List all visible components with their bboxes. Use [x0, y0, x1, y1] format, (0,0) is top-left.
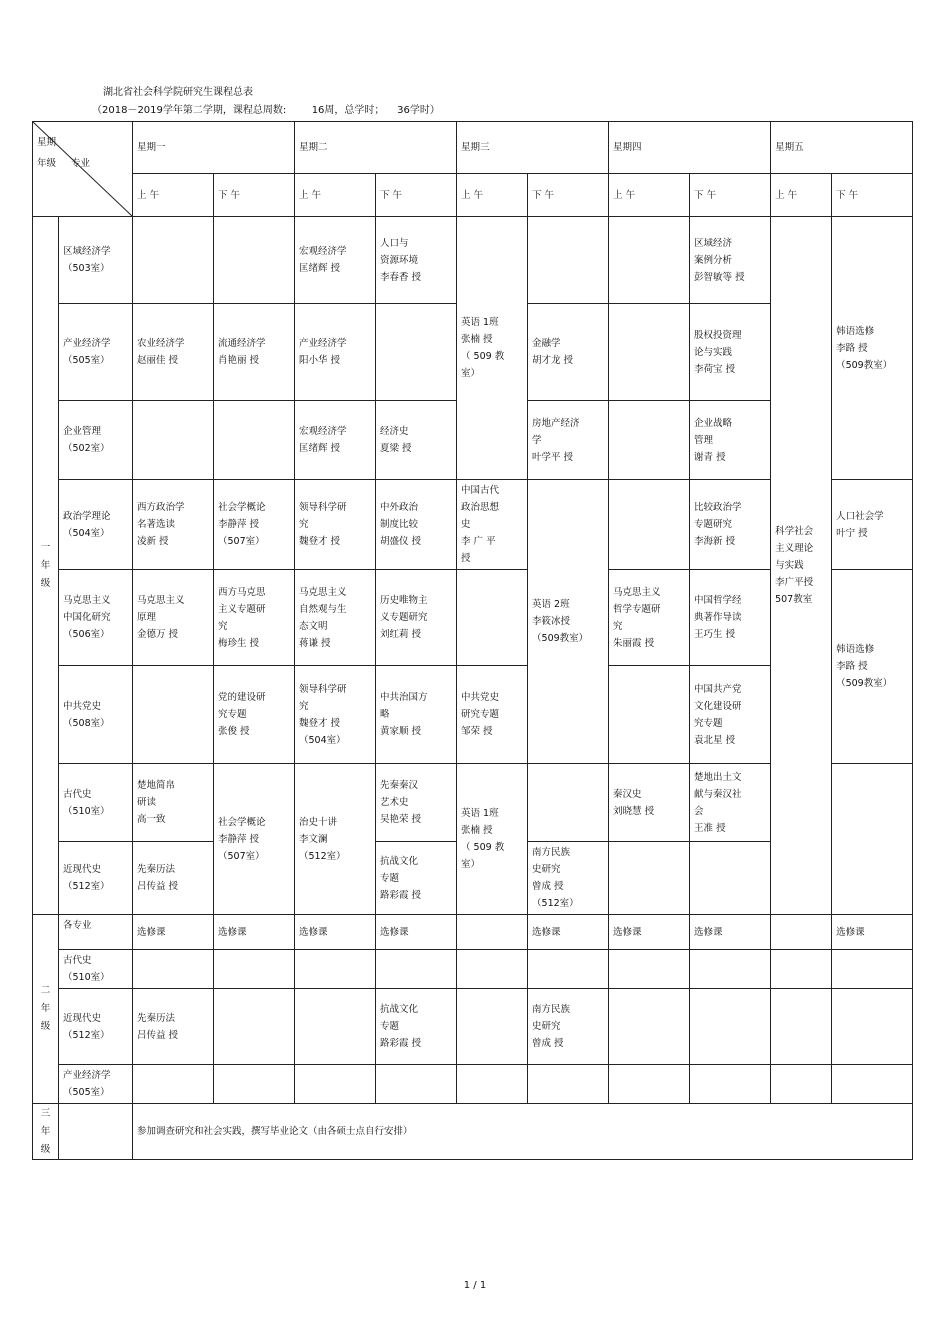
course-cell: 中共治国方 略 黄家顺 授 [376, 666, 457, 764]
elective-cell: 选修课 [528, 915, 609, 950]
schedule-table [32, 121, 913, 1160]
course-cell: 英语 1班 张楠 授 （ 509 教 室） [457, 764, 528, 915]
course-cell [133, 217, 214, 304]
course-cell [133, 950, 214, 989]
course-cell: 韩语选修 李路 授 （509教室） [832, 217, 913, 480]
course-cell [133, 401, 214, 480]
course-cell: 区域经济 案例分析 彭智敏等 授 [690, 217, 771, 304]
row-major: 古代史 （510室） [59, 764, 133, 842]
course-cell [771, 989, 832, 1065]
course-cell [690, 989, 771, 1065]
grade-3-label: 三 年 级 [33, 1104, 59, 1160]
course-cell [609, 304, 690, 401]
course-cell [457, 570, 528, 666]
course-cell [457, 989, 528, 1065]
weekday-label: 星期 [37, 137, 57, 148]
course-cell [214, 989, 295, 1065]
course-cell: 抗战文化 专题 路彩霞 授 [376, 842, 457, 915]
course-cell: 马克思主义 原理 金德万 授 [133, 570, 214, 666]
course-cell: 马克思主义 哲学专题研 究 朱丽霞 授 [609, 570, 690, 666]
row-major: 政治学理论 （504室） [59, 480, 133, 570]
grade-label: 年级 [37, 158, 57, 169]
am-header: 上 午 [609, 174, 690, 217]
course-cell: 抗战文化 专题 路彩霞 授 [376, 989, 457, 1065]
elective-cell: 选修课 [690, 915, 771, 950]
course-cell: 南方民族 史研究 曾成 授 [528, 989, 609, 1065]
course-cell [609, 989, 690, 1065]
course-cell [832, 989, 913, 1065]
course-cell [457, 915, 528, 950]
course-cell [832, 1065, 913, 1104]
day-header: 星期一 [133, 122, 295, 174]
course-cell [214, 401, 295, 480]
course-cell [376, 950, 457, 989]
course-cell: 英语 1班 张楠 授 （ 509 教 室） [457, 217, 528, 480]
row-major: 企业管理 （502室） [59, 401, 133, 480]
am-header: 上 午 [771, 174, 832, 217]
elective-cell: 选修课 [832, 915, 913, 950]
grade-1-label: 一 年 级 [33, 217, 59, 915]
day-header: 星期四 [609, 122, 771, 174]
course-cell: 金融学 胡才龙 授 [528, 304, 609, 401]
row-major: 各专业 [59, 915, 133, 950]
course-cell: 中外政治 制度比较 胡盛仪 授 [376, 480, 457, 570]
pm-header: 下 午 [690, 174, 771, 217]
course-cell [771, 950, 832, 989]
pm-header: 下 午 [832, 174, 913, 217]
course-cell: 宏观经济学 匡绪辉 授 [295, 401, 376, 480]
course-cell [609, 401, 690, 480]
course-cell: 农业经济学 赵丽佳 授 [133, 304, 214, 401]
grade-3-note: 参加调查研究和社会实践，撰写毕业论文（由各硕士点自行安排） [133, 1104, 913, 1160]
major-label: 专业 [71, 158, 91, 169]
row-major [59, 1104, 133, 1160]
course-cell: 中国哲学经 典著作导读 王巧生 授 [690, 570, 771, 666]
course-cell: 中国古代 政治思想 史 李 广 平 授 [457, 480, 528, 570]
course-cell: 比较政治学 专题研究 李海新 授 [690, 480, 771, 570]
course-cell [457, 950, 528, 989]
pm-header: 下 午 [376, 174, 457, 217]
row-major: 近现代史 （512室） [59, 989, 133, 1065]
course-cell [376, 1065, 457, 1104]
row-major: 马克思主义 中国化研究 （506室） [59, 570, 133, 666]
course-cell: 流通经济学 肖艳丽 授 [214, 304, 295, 401]
course-cell: 人口社会学 叶宁 授 [832, 480, 913, 570]
course-cell: 先秦秦汉 艺术史 吴艳荣 授 [376, 764, 457, 842]
course-cell: 股权投资理 论与实践 李荷宝 授 [690, 304, 771, 401]
course-cell: 秦汉史 刘晓慧 授 [609, 764, 690, 842]
course-cell: 楚地出土文 献与秦汉社 会 王准 授 [690, 764, 771, 842]
elective-cell: 选修课 [214, 915, 295, 950]
course-cell [214, 950, 295, 989]
course-cell: 房地产经济 学 叶学平 授 [528, 401, 609, 480]
course-cell [295, 1065, 376, 1104]
course-cell: 宏观经济学 匡绪辉 授 [295, 217, 376, 304]
course-cell [609, 217, 690, 304]
course-cell [771, 1065, 832, 1104]
course-cell [214, 1065, 295, 1104]
course-cell [295, 989, 376, 1065]
course-cell [771, 915, 832, 950]
am-header: 上 午 [457, 174, 528, 217]
elective-cell: 选修课 [376, 915, 457, 950]
row-major: 古代史 （510室） [59, 950, 133, 989]
day-header: 星期三 [457, 122, 609, 174]
course-cell [376, 304, 457, 401]
course-cell: 南方民族 史研究 曾成 授 （512室） [528, 842, 609, 915]
course-cell [295, 950, 376, 989]
course-cell: 西方政治学 名著选读 凌新 授 [133, 480, 214, 570]
course-cell: 领导科学研 究 魏登才 授 （504室） [295, 666, 376, 764]
row-major: 产业经济学 （505室） [59, 304, 133, 401]
course-cell: 治史十讲 李文澜 （512室） [295, 764, 376, 915]
course-cell [832, 764, 913, 915]
corner-header [33, 122, 133, 217]
grade-2-label: 二 年 级 [33, 915, 59, 1104]
pm-header: 下 午 [214, 174, 295, 217]
course-cell: 先秦历法 吕传益 授 [133, 842, 214, 915]
course-cell [609, 842, 690, 915]
course-cell: 经济史 夏梁 授 [376, 401, 457, 480]
course-cell: 韩语选修 李路 授 （509教室） [832, 570, 913, 764]
course-cell [690, 950, 771, 989]
course-cell [609, 666, 690, 764]
course-cell: 人口与 资源环境 李春香 授 [376, 217, 457, 304]
elective-cell: 选修课 [133, 915, 214, 950]
course-cell: 企业战略 管理 谢青 授 [690, 401, 771, 480]
course-cell: 先秦历法 吕传益 授 [133, 989, 214, 1065]
course-cell [832, 950, 913, 989]
page-subtitle: （2018－2019学年第二学期，课程总周数: 16周，总学时； 36学时） [92, 105, 440, 116]
row-major: 区域经济学 （503室） [59, 217, 133, 304]
day-header: 星期二 [295, 122, 457, 174]
course-cell [690, 1065, 771, 1104]
day-header: 星期五 [771, 122, 913, 174]
row-major: 中共党史 （508室） [59, 666, 133, 764]
page-number: 1 / 1 [463, 1280, 487, 1291]
course-cell [528, 764, 609, 842]
am-header: 上 午 [133, 174, 214, 217]
course-cell [528, 950, 609, 989]
course-cell [609, 950, 690, 989]
course-cell: 历史唯物主 义专题研究 刘红莉 授 [376, 570, 457, 666]
course-cell: 西方马克思 主义专题研 究 梅珍生 授 [214, 570, 295, 666]
course-cell [133, 1065, 214, 1104]
course-cell [690, 842, 771, 915]
row-major: 近现代史 （512室） [59, 842, 133, 915]
am-header: 上 午 [295, 174, 376, 217]
course-cell [609, 1065, 690, 1104]
elective-cell: 选修课 [609, 915, 690, 950]
course-cell [457, 1065, 528, 1104]
course-cell [528, 1065, 609, 1104]
course-cell [528, 217, 609, 304]
course-cell [133, 666, 214, 764]
course-cell: 社会学概论 李静萍 授 （507室） [214, 480, 295, 570]
elective-cell: 选修课 [295, 915, 376, 950]
course-cell: 科学社会 主义理论 与实践 李广平授 507教室 [771, 217, 832, 915]
course-cell: 领导科学研 究 魏登才 授 [295, 480, 376, 570]
course-cell: 英语 2班 李筱冰授 （509教室） [528, 480, 609, 764]
course-cell: 社会学概论 李静萍 授 （507室） [214, 764, 295, 915]
course-cell: 党的建设研 究专题 张俊 授 [214, 666, 295, 764]
course-cell: 产业经济学 阳小华 授 [295, 304, 376, 401]
course-cell [214, 217, 295, 304]
course-cell: 马克思主义 自然观与生 态文明 蒋谦 授 [295, 570, 376, 666]
course-cell [609, 480, 690, 570]
course-cell: 中共党史 研究专题 邹荣 授 [457, 666, 528, 764]
pm-header: 下 午 [528, 174, 609, 217]
course-cell: 中国共产党 文化建设研 究专题 袁北星 授 [690, 666, 771, 764]
course-cell: 楚地简帛 研读 高一致 [133, 764, 214, 842]
row-major: 产业经济学 （505室） [59, 1065, 133, 1104]
page-title: 湖北省社会科学院研究生课程总表 [103, 87, 253, 98]
